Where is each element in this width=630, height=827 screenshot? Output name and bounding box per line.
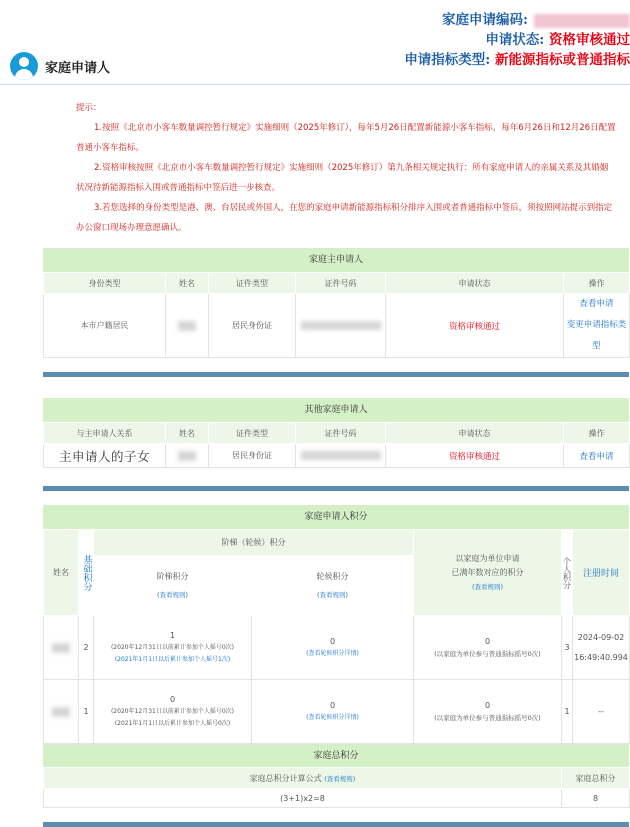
col-header: 证件类型: [209, 273, 296, 294]
col-header-ladder: 阶梯（轮候）积分: [94, 530, 414, 556]
main-applicant-table: [43, 272, 630, 358]
ladder-note-2: (2021年1月1日以后累计参加个人摇号0次): [114, 719, 231, 727]
other-applicants-title: 其他家庭申请人: [43, 398, 629, 422]
formula-cell: (3+1)x2=8: [44, 789, 562, 808]
reg-date: --: [598, 707, 604, 716]
application-type-value: 新能源指标或普通指标: [495, 52, 630, 68]
base-points-cell: 2: [79, 616, 94, 680]
ladder-note-1: (2020年12月31日以前累计参加个人摇号0次): [110, 643, 235, 651]
name-cell-masked: [166, 444, 209, 468]
family-points-cell: [414, 680, 562, 744]
notice-heading: 提示：: [76, 103, 102, 113]
user-avatar-icon: [10, 52, 38, 80]
personal-points-cell: 3: [562, 616, 573, 680]
points-table: [43, 529, 630, 744]
main-applicant-title: 家庭主申请人: [43, 248, 629, 272]
identity-type-cell: 本市户籍居民: [44, 294, 166, 358]
view-rule-link[interactable]: (查看规则): [324, 774, 356, 783]
application-status-row: [404, 30, 630, 50]
section-divider-bar: [43, 372, 629, 377]
table-row: [44, 444, 630, 468]
col-header: 身份类型: [44, 273, 166, 294]
wait-points-detail-link[interactable]: (查看轮候积分详情): [306, 713, 359, 721]
col-header-personal: 个人积分: [562, 530, 573, 616]
view-rule-link[interactable]: (查看规则): [471, 582, 504, 591]
name-cell-masked: [44, 616, 79, 680]
status-cell: 资格审核通过: [386, 294, 564, 358]
application-header: [404, 10, 630, 70]
reg-time: 16:49:40.994: [574, 652, 628, 662]
col-header: 姓名: [166, 273, 209, 294]
section-divider-bar: [43, 822, 629, 827]
name-cell-masked: [44, 680, 79, 744]
col-header-family-line2: 已满年数对应的积分: [451, 567, 524, 577]
application-type-row: [404, 50, 630, 70]
family-points-value: 0: [484, 700, 491, 710]
col-header-base: 基础积分: [79, 530, 94, 616]
id-number-cell-masked: [296, 294, 386, 358]
ladder-points-value: 1: [169, 630, 176, 640]
title-divider: [0, 84, 630, 85]
wait-points-value: 0: [329, 700, 336, 710]
reg-time-cell: [573, 680, 630, 744]
col-header: 操作: [564, 423, 630, 444]
ladder-points-value: 0: [169, 694, 176, 704]
col-header-ladder-points-label: 阶梯积分: [156, 571, 189, 581]
col-header: 申请状态: [386, 423, 564, 444]
application-code-label: 家庭申请编码:: [442, 12, 528, 28]
table-row: [44, 294, 630, 358]
family-points-note: (以家庭为单位参与普通指标摇号0次): [434, 713, 541, 722]
table-row: [44, 680, 630, 744]
table-header-row: [44, 423, 630, 444]
section-divider-bar: [43, 486, 629, 491]
view-application-link[interactable]: 查看申请: [579, 299, 614, 309]
col-header-family-line1: 以家庭为单位申请: [455, 553, 520, 563]
application-status-value: 资格审核通过: [549, 32, 630, 48]
wait-points-detail-link[interactable]: (查看轮候积分详情): [306, 649, 359, 657]
relation-cell: 主申请人的子女: [44, 444, 166, 468]
reg-date: 2024-09-02: [577, 632, 625, 642]
other-applicants-panel: [43, 398, 629, 491]
family-total-table: [43, 767, 630, 808]
application-type-label: 申请指标类型:: [404, 52, 491, 68]
col-header-name: 姓名: [44, 530, 79, 616]
points-title: 家庭申请人积分: [43, 505, 629, 529]
actions-cell: [564, 294, 630, 358]
table-header-row: [44, 273, 630, 294]
view-rule-link[interactable]: (查看规则): [316, 590, 349, 599]
col-header: 证件号码: [296, 423, 386, 444]
wait-points-cell: [252, 616, 414, 680]
view-application-link[interactable]: 查看申请: [564, 444, 630, 468]
col-header-ladder-points: [94, 556, 252, 616]
notice-block: [76, 98, 616, 238]
change-application-type-link[interactable]: 变更申请指标类型: [566, 320, 627, 351]
total-cell: 8: [562, 789, 630, 808]
col-header: 姓名: [166, 423, 209, 444]
col-header: 操作: [564, 273, 630, 294]
col-header: 与主申请人关系: [44, 423, 166, 444]
table-header-row: [44, 530, 630, 556]
col-header-wait-points-label: 轮候积分: [316, 571, 349, 581]
family-points-cell: [414, 616, 562, 680]
other-applicants-table: [43, 422, 630, 468]
formula-label: 家庭总积分计算公式: [249, 773, 322, 783]
family-total-title: 家庭总积分: [43, 744, 629, 767]
status-cell: 资格审核通过: [386, 444, 564, 468]
main-applicant-panel: [43, 248, 629, 377]
col-header-family: [414, 530, 562, 616]
family-points-note: (以家庭为单位参与普通指标摇号0次): [434, 649, 541, 658]
col-header: 证件类型: [209, 423, 296, 444]
table-row: [44, 789, 630, 808]
col-header: 申请状态: [386, 273, 564, 294]
notice-item-1: 1.按照《北京市小客车数量调控暂行规定》实施细则（2025年修订），每年5月26日配置新能源小客车指标，每年6月26日和12月26日配置普通小客车指标。: [76, 123, 616, 153]
table-row: [44, 616, 630, 680]
id-type-cell: 居民身份证: [209, 444, 296, 468]
notice-item-3: 3.若您选择的身份类型是港、澳、台居民或外国人，在您的家庭申请新能源指标积分排序入围或者普通指标中签后，须按照网站提示到指定办公窗口现场办理意愿确认。: [76, 203, 613, 233]
wait-points-value: 0: [329, 636, 336, 646]
col-header-wait-points: [252, 556, 414, 616]
col-header-formula: [44, 768, 562, 789]
page-title-row: [10, 52, 110, 80]
reg-time-cell: [573, 616, 630, 680]
family-points-value: 0: [484, 636, 491, 646]
name-cell-masked: [166, 294, 209, 358]
col-header-reg-time: 注册时间: [573, 530, 630, 616]
notice-item-2: 2.资格审核按照《北京市小客车数量调控暂行规定》实施细则（2025年修订）第九条相关规定执行：所有家庭申请人的亲属关系及其婚姻状况待新能源指标入围或普通指标中签后进一步核查。: [76, 163, 609, 193]
base-points-cell: 1: [79, 680, 94, 744]
view-rule-link[interactable]: (查看规则): [156, 590, 189, 599]
col-header: 证件号码: [296, 273, 386, 294]
ladder-note-1: (2020年12月31日以前累计参加个人摇号0次): [110, 707, 235, 715]
ladder-points-cell: [94, 680, 252, 744]
id-number-cell-masked: [296, 444, 386, 468]
page-title: 家庭申请人: [45, 60, 111, 76]
application-code-row: [404, 10, 630, 30]
col-header-total: 家庭总积分: [562, 768, 630, 789]
personal-points-cell: 1: [562, 680, 573, 744]
id-type-cell: 居民身份证: [209, 294, 296, 358]
application-code-value-masked: [534, 14, 630, 28]
table-header-row: [44, 768, 630, 789]
ladder-note-2-link[interactable]: (2021年1月1日以后累计参加个人摇号1次): [114, 655, 231, 663]
application-status-label: 申请状态:: [485, 32, 545, 48]
ladder-points-cell: [94, 616, 252, 680]
points-panel: [43, 505, 629, 827]
wait-points-cell: [252, 680, 414, 744]
